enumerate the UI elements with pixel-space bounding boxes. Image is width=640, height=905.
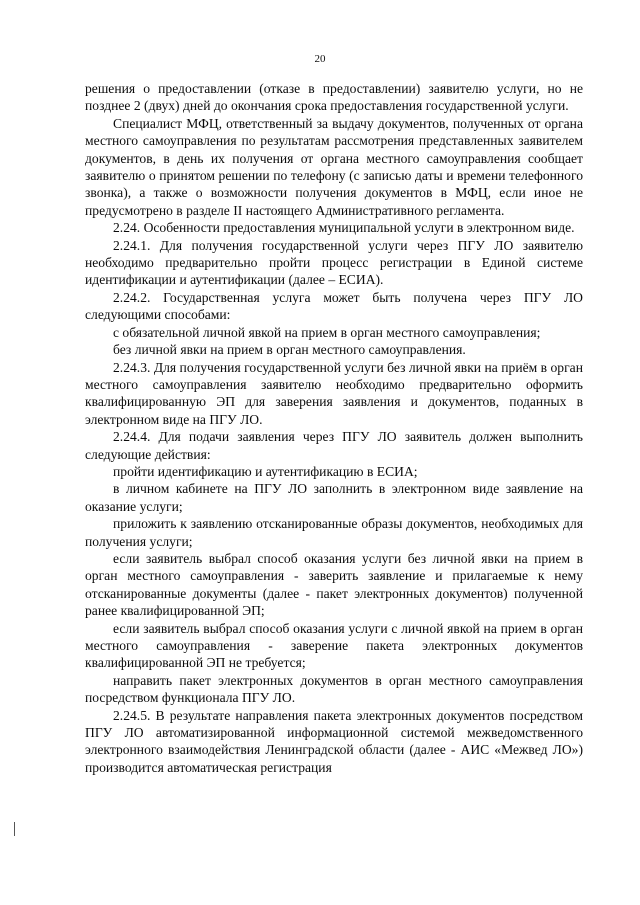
list-item: без личной явки на прием в орган местного самоуправления. [113, 342, 466, 358]
paragraph: Специалист МФЦ, ответственный за выдачу документов, полученных от органа местного самоуправления по результатам рассмотрения представленных заявителем документов, в день их получения от органа местного самоуправления сообщает заявителю о принятом решении по телефону (с записью даты и времени телефонного звонка), а также о возможности получения документов в МФЦ, если иное не предусмотрено в разделе II настоящего Административного регламента. [85, 115, 583, 218]
section-heading: 2.24. Особенности предоставления муниципальной услуги в электронном виде. [113, 220, 575, 236]
list-item: если заявитель выбрал способ оказания услуги с личной явкой на прием в орган местного самоуправления - заверение пакета электронных документов квалифицированной ЭП не требуется; [85, 620, 583, 671]
list-item: в личном кабинете на ПГУ ЛО заполнить в электронном виде заявление на оказание услуги; [85, 481, 583, 514]
margin-mark [14, 822, 15, 836]
paragraph: 2.24.5. В результате направления пакета электронных документов посредством ПГУ ЛО автоматизированной информационной системой межведомственного электронного взаимодействия Ленинградской области (далее - АИС «Межвед ЛО») производится автоматическая регистрация [85, 707, 583, 775]
document-body [85, 80, 583, 776]
paragraph: 2.24.4. Для подачи заявления через ПГУ ЛО заявитель должен выполнить следующие действия: [85, 429, 583, 462]
paragraph: 2.24.2. Государственная услуга может быть получена через ПГУ ЛО следующими способами: [85, 289, 583, 323]
paragraph: 2.24.1. Для получения государственной услуги через ПГУ ЛО заявителю необходимо предварительно пройти процесс регистрации в Единой системе идентификации и аутентификации (далее – ЕСИА). [85, 237, 583, 288]
page-number: 20 [314, 53, 326, 65]
list-item: приложить к заявлению отсканированные образы документов, необходимых для получения услуги; [85, 516, 583, 549]
paragraph: решения о предоставлении (отказе в предоставлении) заявителю услуги, но не позднее 2 (двух) дней до окончания срока предоставления государственной услуги. [85, 81, 583, 114]
list-item: пройти идентификацию и аутентификацию в ЕСИА; [113, 463, 418, 479]
paragraph: 2.24.3. Для получения государственной услуги без личной явки на приём в орган местного самоуправления заявителю необходимо предварительно оформить квалифицированную ЭП для заверения заявления и документов, поданных в электронном виде на ПГУ ЛО. [85, 359, 583, 427]
list-item: если заявитель выбрал способ оказания услуги без личной явки на прием в орган местного самоуправления - заверить заявление и прилагаемые к нему отсканированные документы (далее - пакет электронных документов) полученной ранее квалифицированной ЭП; [85, 550, 583, 619]
list-item: направить пакет электронных документов в орган местного самоуправления посредством функционала ПГУ ЛО. [85, 672, 583, 706]
list-item: с обязательной личной явкой на прием в орган местного самоуправления; [113, 324, 541, 340]
